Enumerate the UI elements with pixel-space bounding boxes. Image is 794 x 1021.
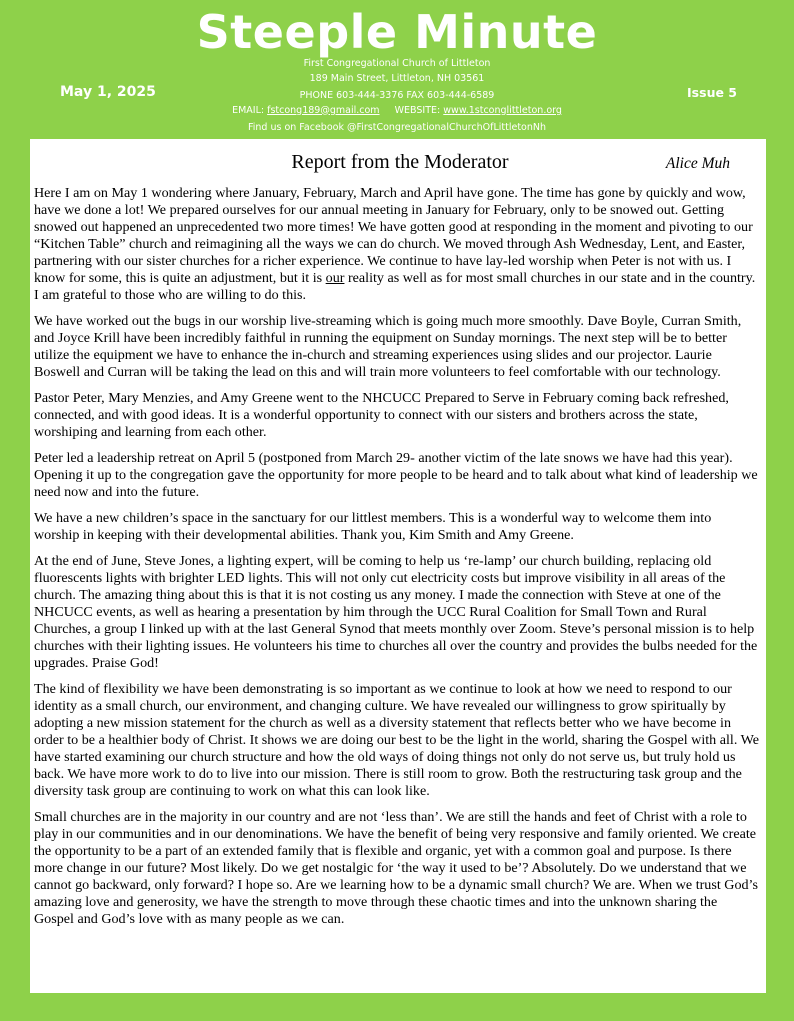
paragraph-2: We have worked out the bugs in our worship live-streaming which is going much more smoothly. Dave Boyle, Curran Smith, and Joyce Krill have been incredibly faithful in running the equipment on Sunday mornings. The next step will be to better utilize the equipment we have to enhance the in-church and streaming experiences using slides and our projector. Laurie Boswell and Curran will be taking the lead on this and will train more volunteers to feel comfortable with our technology. — [34, 313, 742, 380]
facebook-line: Find us on Facebook @FirstCongregationalChurchOfLittletonNh — [247, 122, 547, 133]
article-heading-row — [34, 151, 766, 185]
paragraph-6: At the end of June, Steve Jones, a lighting expert, will be coming to help us ‘re-lamp’ our church building, replacing old fluorescents lights with brighter LED lights. This will not only cut electricity costs but improve visibility in all areas of the church. The amazing thing about this is that it is not costing us any money. I made the connection with Steve at one of the NHCUCC events, as well as hearing a presentation by him through the UCC Rural Coalition for Small Town and Rural Churches, a group I linked up with at the last General Synod that meets monthly over Zoom. Steve’s personal mission is to help churches with their lighting issues. He volunteers his time to churches all over the country and provides the bulbs needed for the upgrades. Praise God! — [34, 553, 758, 671]
email-link[interactable]: fstcong189@gmail.com — [267, 104, 380, 116]
paragraph-3: Pastor Peter, Mary Menzies, and Amy Greene went to the NHCUCC Prepared to Serve in February coming back refreshed, connected, and with good ideas. It is a wonderful opportunity to connect with our sisters and brothers across the state, worshiping and learning from each other. — [34, 390, 729, 440]
article-panel — [30, 139, 766, 993]
phone-fax: PHONE 603-444-3376 FAX 603-444-6589 — [299, 90, 495, 101]
issue-number: Issue 5 — [687, 85, 737, 100]
paragraph-1: Here I am on May 1 wondering where January, February, March and April have gone. The time has gone by quickly and wow, have we done a lot! We prepared ourselves for our annual meeting in January for February, only to be snowed out. Getting snowed out happened an unprecedented two more times! We have gotten good at responding in the moment and pivoting to our “Kitchen Table” church and reimagining all the ways we can do church. We moved through Ash Wednesday, Lent, and Easter, partnering with our sister churches for a richer experience. We continue to have lay-led worship when Peter is not with us. I know for some, this is quite an adjustment, but it is our reality as well as for most small churches in our state and in the country. I am grateful to those who are willing to do this. — [34, 185, 756, 303]
website-link[interactable]: www.1stconglittleton.org — [443, 104, 562, 116]
issue-date: May 1, 2025 — [60, 84, 156, 100]
masthead — [0, 0, 794, 138]
contact-line — [180, 104, 614, 119]
article-title: Report from the Moderator — [291, 151, 509, 173]
underlined-word: our — [325, 270, 345, 286]
paragraph-8: Small churches are in the majority in our country and are not ‘less than’. We are still the hands and feet of Christ with a role to play in our communities and in our denominations. We have the benefit of being very responsive and family oriented. We create the opportunity to be a part of an extended family that is flexible and organic, yet with a common goal and purpose. Is there more change in our future? Most likely. Do we get nostalgic for ‘the way it used to be’? Absolutely. Do we understand that we cannot go backward, only forward? I hope so. Are we learning how to be a dynamic small church? We are. When we trust God’s amazing love and generosity, we have the strength to move through these chaotic times and into the unknown sharing the Gospel and God’s love with as many people as we can. — [34, 809, 758, 927]
website-label: WEBSITE: — [394, 104, 441, 116]
paragraph-4: Peter led a leadership retreat on April 5 (postponed from March 29- another victim of the late snows we have had this year). Opening it up to the congregation gave the opportunity for more people to be heard and to talk about what kind of leadership we need now and into the future. — [34, 450, 758, 500]
church-info — [180, 57, 614, 136]
paragraph-5: We have a new children’s space in the sanctuary for our littlest members. This is a wonderful way to welcome them into worship in keeping with their developmental abilities. Thank you, Kim Smith and Amy Greene. — [34, 510, 712, 543]
church-name: First Congregational Church of Littleton — [303, 58, 491, 69]
email-label: EMAIL: — [232, 104, 265, 116]
newsletter-title: Steeple Minute — [196, 5, 598, 59]
article-author: Alice Muh — [665, 155, 730, 172]
paragraph-7: The kind of flexibility we have been demonstrating is so important as we continue to look at how we need to respond to our identity as a small church, our environment, and changing culture. We have revealed our willingness to grow spiritually by adopting a new mission statement for the church as well as a diversity statement that reflects better who we have become in order to be a healthier body of Christ. It shows we are doing our best to be the light in the world, sharing the Gospel with all. We have started examining our church structure and how the old ways of doing things not only do not serve us, but truly hold us back. We have more work to do to live into our mission. There is still room to grow. Both the restructuring task group and the diversity task group are continuing to work on what this can look like. — [34, 681, 760, 799]
church-address: 189 Main Street, Littleton, NH 03561 — [309, 72, 485, 84]
